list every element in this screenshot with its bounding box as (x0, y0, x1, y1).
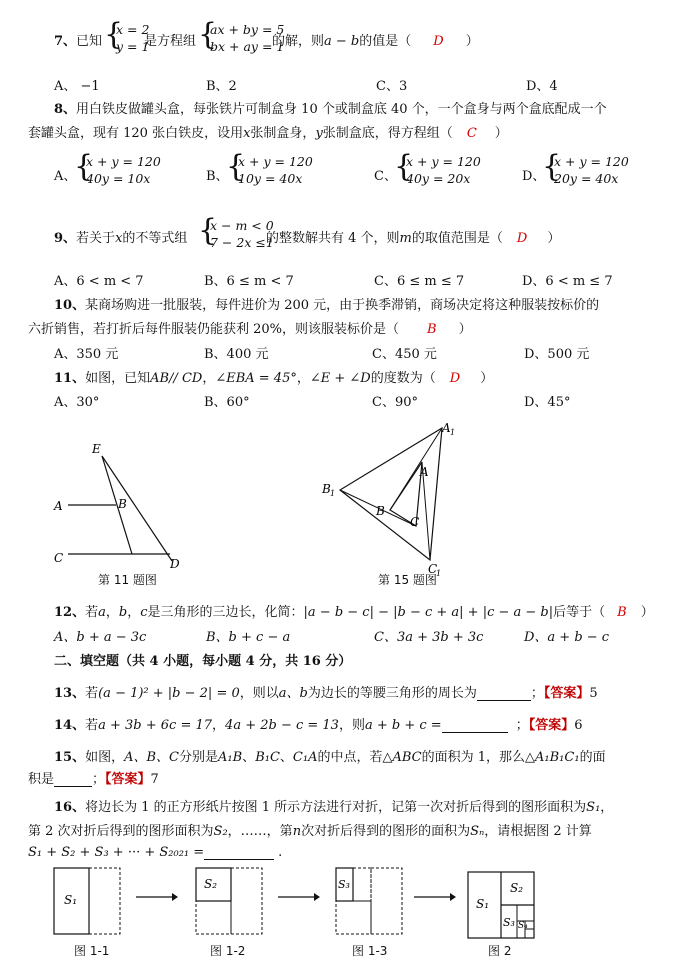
q8-option-b-system: x + y = 120 10y = 40x (238, 154, 313, 186)
q11-option-b: B、60° (204, 395, 250, 410)
q9-brace: { (198, 213, 218, 248)
fig15-label-b: B (376, 504, 385, 518)
q12-option-b: B、b + c − a (206, 630, 291, 645)
q10-option-d: D、500 元 (524, 347, 590, 362)
q15-blank (54, 772, 92, 787)
q16-sum-expression: S₁ + S₂ + S₃ + ··· + S₂₀₂₁ = (28, 845, 205, 860)
figure-1-1 (52, 866, 124, 938)
q15-line2: 积是 ；【答案】7 (28, 772, 159, 787)
q15-line1: 15、如图，A、B、C分别是A₁B、B₁C、C₁A的中点，若△ABC的面积为 1，那么△A₁B₁C₁的面 (54, 750, 606, 765)
section-2-heading: 二、填空题（共 4 小题，每小题 4 分，共 16 分） (54, 654, 352, 669)
q10-line2: 六折销售，若打折后每件服装仍能获利 20%，则该服装标价是（ B ） (28, 322, 472, 337)
q16-blank (204, 845, 274, 860)
q9-answer: D (516, 231, 528, 246)
q13-line: 13、若(a − 1)² + |b − 2| = 0，则以a、b为边长的等腰三角形的周长为 ；【答案】5 (54, 686, 598, 701)
fig15-label-b1-sub: 1 (330, 489, 336, 498)
q16-line1: 16、将边长为 1 的正方形纸片按图 1 所示方法进行对折，记第一次对折后得到的图形面积为S₁， (54, 800, 614, 815)
fig1-3-caption: 图 1-3 (352, 944, 388, 958)
q12-answer: B (617, 605, 627, 620)
fig2-s4: S₄ (518, 921, 528, 931)
q11-answer: D (449, 371, 461, 386)
q16-line3: S₁ + S₂ + S₃ + ··· + S₂₀₂₁ = . (28, 845, 283, 860)
q10-answer: B (427, 322, 437, 337)
q10-line1: 10、某商场购进一批服装，每件进价为 200 元，由于换季滞销，商场决定将这种服装按标价的 (54, 298, 600, 313)
fig2-s3: S₃ (503, 916, 515, 929)
q7-post: 的解，则a − b的值是（ D ） (272, 34, 479, 49)
fig15-caption: 第 15 题图 (378, 573, 437, 587)
q8-option-a-system: x + y = 120 40y = 10x (86, 154, 161, 186)
fig11-label-c: C (54, 551, 64, 565)
q11-option-d: D、45° (524, 395, 571, 410)
q13-blank (477, 686, 531, 701)
figure-1-2 (194, 866, 266, 938)
fig11-caption: 第 11 题图 (98, 573, 157, 587)
q8-option-d-brace: { (542, 149, 562, 184)
q9-pre: 9、若关于x的不等式组 (54, 231, 188, 246)
q9-option-b: B、6 ≤ m < 7 (204, 274, 294, 289)
q8-option-d-label: D、 (522, 169, 546, 184)
q12-option-c: C、3a + 3b + 3c (374, 630, 484, 645)
q8-option-c-system: x + y = 120 40y = 20x (406, 154, 481, 186)
fig1-1-s1: S₁ (64, 893, 78, 907)
q7-line: 7、已知 (54, 34, 103, 49)
figure-1-3 (334, 866, 406, 938)
fig11-label-b: B (118, 497, 127, 511)
q7-option-d: D、4 (526, 79, 558, 94)
q10-option-b: B、400 元 (204, 347, 269, 362)
q12-option-a: A、b + a − 3c (54, 630, 147, 645)
arrow-3 (412, 890, 456, 904)
q8-option-b-brace: { (226, 149, 246, 184)
fig15-label-c1-sub: 1 (436, 569, 442, 578)
q11-line: 11、如图，已知AB// CD，∠EBA = 45°，∠E + ∠D的度数为（ D ） (54, 371, 494, 386)
q8-line1: 8、用白铁皮做罐头盒，每张铁片可制盒身 10 个或制盒底 40 个，一个盒身与两个盒底配成一个 (54, 102, 607, 117)
fig15-label-b1: B (322, 482, 331, 496)
q7-system-2: ax + by = 5 bx + ay = 1 (210, 22, 285, 54)
q9-system: x − m < 0 7 − 2x ≤1 (210, 218, 274, 250)
q7-answer: D (433, 34, 444, 49)
fig1-2-s2: S₂ (204, 877, 218, 891)
fig11-label-e: E (92, 442, 101, 456)
q8-line2: 套罐头盒，现有 120 张白铁皮，设用x张制盒身，y张制盒底，得方程组（ C ） (28, 126, 508, 141)
q10-option-a: A、350 元 (54, 347, 119, 362)
q7-brace-2: { (198, 17, 218, 52)
fig11-label-a: A (54, 499, 63, 513)
fig2-s2: S₂ (510, 881, 524, 895)
q7-number: 7、 (54, 34, 77, 49)
fig1-3-s3: S₃ (338, 878, 350, 891)
q14-line: 14、若a + 3b + 6c = 17，4a + 2b − c = 13，则a + b + c = ；【答案】6 (54, 718, 583, 733)
q8-option-d-system: x + y = 120 20y = 40x (554, 154, 629, 186)
q11-option-c: C、90° (372, 395, 418, 410)
q12-option-d: D、a + b − c (524, 630, 610, 645)
fig1-1-caption: 图 1-1 (74, 944, 110, 958)
q7-mid: 是方程组 (144, 34, 197, 49)
fig2-caption: 图 2 (488, 944, 512, 958)
q15-answer: 7 (150, 772, 159, 787)
q12-line: 12、若a，b，c是三角形的三边长，化简：|a − b − c| − |b − c + a| + |c − a − b|后等于（ B ） (54, 605, 654, 620)
arrow-1 (134, 890, 178, 904)
q7-option-a: A、 −1 (54, 79, 100, 94)
q15-answer-tag: 【答案】 (105, 772, 151, 787)
fig2-s1: S₁ (476, 897, 490, 911)
fig15-label-c1: C (428, 562, 438, 576)
q13-answer: 5 (589, 686, 598, 701)
q16-line2: 第 2 次对折后得到的图形面积为S₂，……，第n次对折后得到的图形的面积为Sₙ，请根据图 2 计算 (28, 824, 592, 839)
q8-option-b-label: B、 (206, 169, 229, 184)
fig11-label-d: D (170, 557, 180, 571)
fig15-label-a1: A (442, 421, 451, 435)
q14-answer-tag: 【答案】 (528, 718, 575, 733)
q8-option-c-brace: { (394, 149, 414, 184)
q7-brace-1: { (104, 17, 124, 52)
fig15-label-c: C (410, 515, 420, 529)
q14-blank (442, 718, 508, 733)
q11-option-a: A、30° (54, 395, 100, 410)
fig15-label-a1-sub: 1 (450, 428, 456, 437)
fig1-2-caption: 图 1-2 (210, 944, 246, 958)
figure-15 (318, 418, 468, 578)
q8-answer: C (466, 126, 477, 141)
q9-option-c: C、6 ≤ m ≤ 7 (374, 274, 465, 289)
q13-answer-tag: 【答案】 (543, 686, 590, 701)
arrow-2 (276, 890, 320, 904)
q9-option-a: A、6 < m < 7 (54, 274, 144, 289)
q7-option-c: C、3 (376, 79, 408, 94)
q8-option-a-brace: { (74, 149, 94, 184)
q8-option-a-label: A、 (54, 169, 77, 184)
q10-option-c: C、450 元 (372, 347, 437, 362)
q9-post: 的整数解共有 4 个，则m的取值范围是（ D ） (266, 231, 561, 246)
figure-2 (466, 870, 536, 940)
q7-system-1: x = 2 y = 1 (116, 22, 150, 54)
q8-option-c-label: C、 (374, 169, 397, 184)
figure-11 (40, 438, 200, 573)
q14-answer: 6 (574, 718, 583, 733)
q7-option-b: B、2 (206, 79, 237, 94)
q9-option-d: D、6 < m ≤ 7 (522, 274, 613, 289)
fig15-label-a: A (420, 465, 429, 479)
